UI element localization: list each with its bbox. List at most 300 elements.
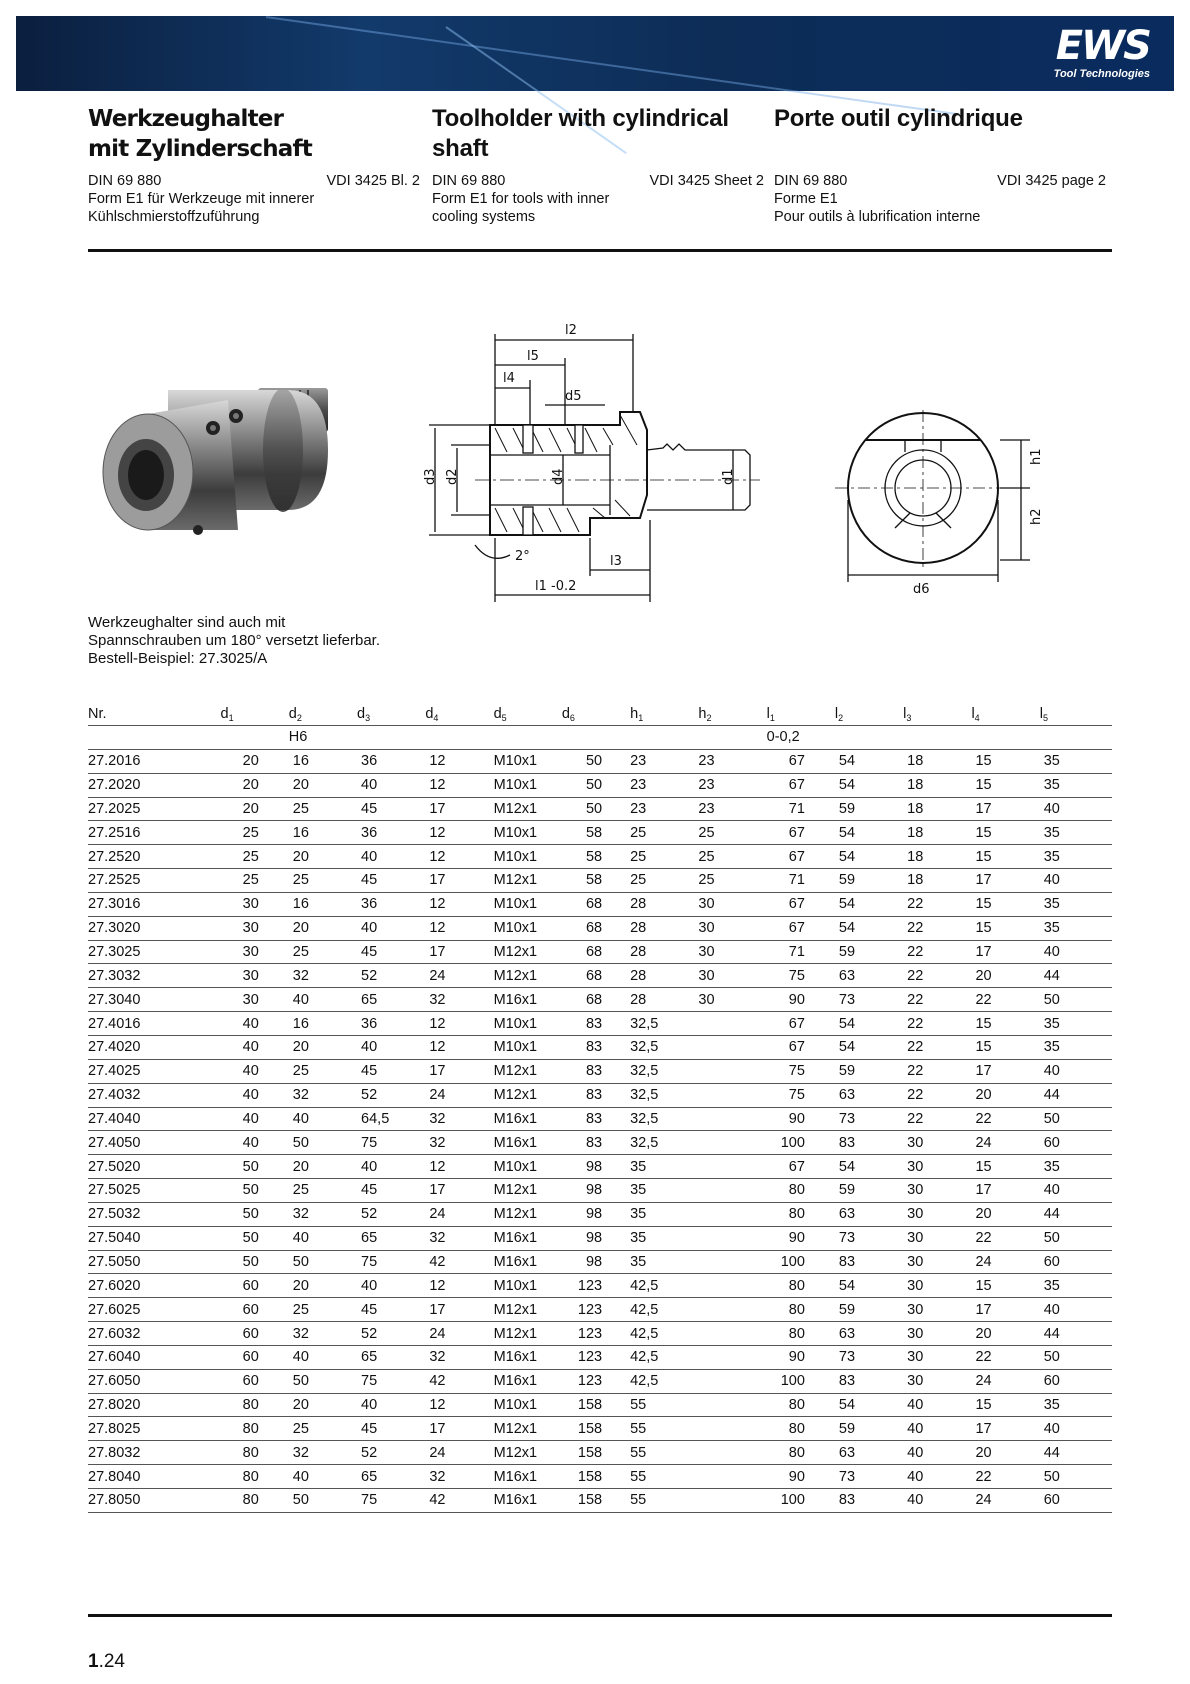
table-cell: 90	[767, 1465, 835, 1489]
table-cell: 18	[903, 749, 971, 773]
table-cell: 27.5025	[88, 1179, 221, 1203]
table-cell	[698, 1202, 766, 1226]
table-cell: 98	[562, 1202, 630, 1226]
table-subheader-row	[88, 726, 1112, 750]
dim-label: d2	[445, 468, 460, 485]
header-label: l	[766, 705, 770, 722]
table-cell: 67	[767, 749, 835, 773]
table-cell: 23	[698, 797, 766, 821]
table-cell: 17	[425, 797, 493, 821]
din-label: DIN 69 880	[774, 173, 848, 189]
table-cell: M10x1	[494, 845, 562, 869]
title-line-1: Porte outil cylindrique	[774, 105, 1023, 132]
table-cell: 55	[630, 1417, 698, 1441]
table-row	[88, 1369, 1112, 1393]
header-label: Nr.	[88, 705, 107, 722]
table-cell: 54	[835, 749, 903, 773]
form-line: Forme E1	[774, 191, 838, 207]
table-cell: 63	[835, 1083, 903, 1107]
table-cell: 27.8050	[88, 1489, 221, 1513]
table-cell: 22	[903, 892, 971, 916]
subheader-cell	[562, 726, 630, 750]
table-cell: 27.4050	[88, 1131, 221, 1155]
table-cell: 32	[289, 964, 357, 988]
table-cell: 30	[903, 1322, 971, 1346]
column-header	[88, 703, 221, 726]
title-column-fr	[774, 104, 1106, 225]
section-drawing	[415, 320, 800, 610]
table-cell: 80	[221, 1417, 289, 1441]
table-cell: 16	[289, 1012, 357, 1036]
table-cell: 75	[357, 1369, 425, 1393]
banner-streak	[266, 16, 959, 115]
table-cell: 22	[903, 964, 971, 988]
title-line-1: Werkzeughalter	[88, 106, 284, 132]
table-cell: 40	[1040, 1298, 1112, 1322]
table-cell: 50	[221, 1226, 289, 1250]
table-row	[88, 940, 1112, 964]
table-cell: M12x1	[494, 940, 562, 964]
table-cell: 40	[357, 1393, 425, 1417]
table-cell: 22	[903, 1107, 971, 1131]
table-cell: 22	[903, 1035, 971, 1059]
table-cell: 40	[1040, 869, 1112, 893]
table-cell: 73	[835, 1107, 903, 1131]
header-rule	[88, 249, 1112, 252]
table-cell: 59	[835, 1417, 903, 1441]
table-cell: 23	[630, 797, 698, 821]
table-cell: 80	[221, 1465, 289, 1489]
table-cell: M10x1	[494, 1035, 562, 1059]
table-cell: M12x1	[494, 964, 562, 988]
table-cell: 50	[289, 1250, 357, 1274]
column-header	[221, 703, 289, 726]
table-cell: M16x1	[494, 1465, 562, 1489]
table-cell: 22	[971, 988, 1039, 1012]
table-cell: 50	[562, 773, 630, 797]
table-cell: 40	[221, 1059, 289, 1083]
table-cell: 12	[425, 892, 493, 916]
table-cell: 25	[289, 1298, 357, 1322]
table-cell: 83	[562, 1035, 630, 1059]
subheader-cell	[221, 726, 289, 750]
table-cell: 35	[1040, 1393, 1112, 1417]
table-cell: 17	[425, 1417, 493, 1441]
table-cell: 80	[767, 1179, 835, 1203]
table-cell: 20	[221, 773, 289, 797]
header-subscript: 1	[228, 712, 234, 723]
table-cell: 68	[562, 940, 630, 964]
subheader-cell	[971, 726, 1039, 750]
table-row	[88, 1393, 1112, 1417]
table-cell: 18	[903, 773, 971, 797]
table-cell: 71	[767, 797, 835, 821]
table-cell: 22	[903, 1059, 971, 1083]
table-row	[88, 1083, 1112, 1107]
table-cell: 20	[289, 916, 357, 940]
table-cell: 15	[971, 1274, 1039, 1298]
header-label: h	[630, 705, 639, 722]
table-cell: 60	[1040, 1369, 1112, 1393]
table-cell: 90	[767, 1226, 835, 1250]
table-cell: 23	[630, 773, 698, 797]
table-cell: 60	[221, 1298, 289, 1322]
table-cell: 60	[221, 1322, 289, 1346]
note-line: Bestell-Beispiel: 27.3025/A	[88, 650, 268, 667]
table-cell: 71	[767, 869, 835, 893]
column-header	[289, 703, 357, 726]
table-cell: 27.6025	[88, 1298, 221, 1322]
table-cell: 22	[971, 1226, 1039, 1250]
table-cell: 27.5040	[88, 1226, 221, 1250]
table-cell: 30	[903, 1250, 971, 1274]
table-cell: 59	[835, 1298, 903, 1322]
table-cell: 50	[1040, 988, 1112, 1012]
column-header	[425, 703, 493, 726]
table-cell: 40	[903, 1465, 971, 1489]
dim-label: l4	[503, 371, 515, 386]
table-cell: 83	[835, 1369, 903, 1393]
table-cell: M16x1	[494, 1226, 562, 1250]
title-fr	[774, 104, 1106, 134]
table-cell: 22	[971, 1465, 1039, 1489]
table-cell: 35	[1040, 1274, 1112, 1298]
table-cell: 123	[562, 1369, 630, 1393]
table-cell: 42,5	[630, 1298, 698, 1322]
table-cell: 50	[289, 1489, 357, 1513]
column-header	[698, 703, 766, 726]
table-cell: 80	[221, 1489, 289, 1513]
table-cell: 25	[698, 845, 766, 869]
table-cell: 12	[425, 1035, 493, 1059]
table-cell: 20	[289, 1155, 357, 1179]
table-cell: 83	[562, 1083, 630, 1107]
table-cell: 80	[767, 1298, 835, 1322]
header-label: d	[288, 705, 297, 722]
table-cell: 67	[767, 1035, 835, 1059]
table-cell: 123	[562, 1322, 630, 1346]
dim-label: l2	[565, 323, 577, 338]
table-cell: 20	[289, 1274, 357, 1298]
table-cell: 80	[767, 1393, 835, 1417]
table-cell: 83	[562, 1059, 630, 1083]
column-header	[767, 703, 835, 726]
table-cell: M16x1	[494, 1369, 562, 1393]
table-cell: 27.3032	[88, 964, 221, 988]
table-cell: 32	[289, 1202, 357, 1226]
table-cell: 20	[971, 964, 1039, 988]
table-cell: 54	[835, 892, 903, 916]
table-cell: 54	[835, 821, 903, 845]
table-cell: 54	[835, 1274, 903, 1298]
table-cell: 100	[767, 1489, 835, 1513]
table-cell: 50	[562, 749, 630, 773]
table-cell: 158	[562, 1489, 630, 1513]
table-cell	[698, 1322, 766, 1346]
table-cell: 59	[835, 940, 903, 964]
table-cell: M12x1	[494, 1441, 562, 1465]
vdi-label: VDI 3425 Bl. 2	[326, 173, 420, 189]
table-cell: 42	[425, 1250, 493, 1274]
table-cell: 30	[221, 940, 289, 964]
din-label: DIN 69 880	[432, 173, 506, 189]
note-line: Spannschrauben um 180° versetzt lieferbar.	[88, 632, 381, 649]
table-cell: 17	[425, 940, 493, 964]
table-cell	[698, 1226, 766, 1250]
table-cell: 54	[835, 1393, 903, 1417]
vdi-label: VDI 3425 Sheet 2	[649, 173, 764, 189]
table-cell: 25	[289, 940, 357, 964]
table-cell	[698, 1250, 766, 1274]
table-row	[88, 869, 1112, 893]
table-cell: 27.5032	[88, 1202, 221, 1226]
table-cell: 30	[698, 964, 766, 988]
title-en	[432, 104, 764, 164]
table-cell: 80	[767, 1322, 835, 1346]
table-cell: 20	[289, 845, 357, 869]
table-cell: M12x1	[494, 1059, 562, 1083]
table-cell: 45	[357, 1179, 425, 1203]
table-cell: 98	[562, 1250, 630, 1274]
header-subscript: 3	[906, 712, 912, 723]
table-cell: 59	[835, 1179, 903, 1203]
table-cell: 45	[357, 1298, 425, 1322]
page-number	[88, 1651, 125, 1673]
table-cell: 67	[767, 1012, 835, 1036]
table-cell: 15	[971, 916, 1039, 940]
header-subscript: 4	[433, 712, 439, 723]
table-cell: 20	[971, 1083, 1039, 1107]
table-cell: 55	[630, 1489, 698, 1513]
table-cell: 68	[562, 892, 630, 916]
table-cell: 30	[221, 964, 289, 988]
table-cell: 40	[903, 1489, 971, 1513]
table-cell: M10x1	[494, 749, 562, 773]
table-cell: 27.2016	[88, 749, 221, 773]
table-cell: 40	[1040, 1179, 1112, 1203]
table-cell: 28	[630, 988, 698, 1012]
table-cell: 22	[903, 1012, 971, 1036]
table-cell: 50	[1040, 1345, 1112, 1369]
table-cell	[698, 1083, 766, 1107]
table-cell: 40	[289, 1345, 357, 1369]
table-cell: 17	[971, 1298, 1039, 1322]
table-row	[88, 1441, 1112, 1465]
table-cell: 20	[221, 749, 289, 773]
table-cell: 75	[357, 1250, 425, 1274]
table-cell: 30	[698, 916, 766, 940]
table-cell: M12x1	[494, 1083, 562, 1107]
table-cell: 25	[221, 869, 289, 893]
table-cell: 24	[425, 1441, 493, 1465]
column-header	[630, 703, 698, 726]
table-cell: 75	[357, 1131, 425, 1155]
table-cell: M12x1	[494, 1179, 562, 1203]
table-cell: 54	[835, 1155, 903, 1179]
form-line: Form E1 für Werkzeuge mit innerer	[88, 191, 315, 207]
table-cell: 98	[562, 1179, 630, 1203]
norm-info-fr	[774, 172, 1106, 226]
table-cell: 27.6040	[88, 1345, 221, 1369]
table-cell: 80	[767, 1202, 835, 1226]
table-cell: 90	[767, 1345, 835, 1369]
table-cell: 73	[835, 1226, 903, 1250]
table-cell: 25	[289, 1059, 357, 1083]
table-cell: 27.8020	[88, 1393, 221, 1417]
table-cell	[698, 1131, 766, 1155]
table-cell: 40	[221, 1012, 289, 1036]
table-cell: 63	[835, 1322, 903, 1346]
table-cell	[698, 1465, 766, 1489]
table-cell: 45	[357, 1417, 425, 1441]
table-row	[88, 1274, 1112, 1298]
subheader-cell	[630, 726, 698, 750]
title-line-2: mit Zylinderschaft	[88, 136, 312, 162]
table-cell: 83	[835, 1131, 903, 1155]
table-row	[88, 773, 1112, 797]
footer-rule	[88, 1614, 1112, 1617]
table-cell: 20	[289, 773, 357, 797]
table-cell: 25	[630, 821, 698, 845]
table-row	[88, 1465, 1112, 1489]
table-cell: 32	[425, 1226, 493, 1250]
table-cell: 18	[903, 821, 971, 845]
table-cell: 24	[971, 1250, 1039, 1274]
table-cell: 25	[698, 869, 766, 893]
form-line-2: Kühlschmierstoffzuführung	[88, 209, 260, 225]
toolholder-photo	[88, 380, 338, 550]
table-cell: 63	[835, 1202, 903, 1226]
table-cell: 42	[425, 1489, 493, 1513]
table-cell: 22	[903, 988, 971, 1012]
table-cell: 80	[767, 1274, 835, 1298]
table-cell: 44	[1040, 1322, 1112, 1346]
table-row	[88, 1035, 1112, 1059]
table-cell: 32,5	[630, 1083, 698, 1107]
table-cell: 35	[1040, 916, 1112, 940]
table-cell: 44	[1040, 1083, 1112, 1107]
table-cell: 80	[221, 1393, 289, 1417]
norm-info-de	[88, 172, 420, 226]
table-cell: 32	[425, 1465, 493, 1489]
dimension-table	[88, 703, 1112, 1513]
table-cell: 32	[289, 1441, 357, 1465]
table-cell: 40	[1040, 940, 1112, 964]
dim-label: d6	[913, 582, 930, 597]
table-cell: 59	[835, 797, 903, 821]
table-cell: 16	[289, 892, 357, 916]
column-header	[971, 703, 1039, 726]
header-label: d	[220, 705, 229, 722]
table-cell: 17	[425, 869, 493, 893]
table-cell: 60	[221, 1369, 289, 1393]
table-cell: 60	[221, 1345, 289, 1369]
table-cell: 25	[630, 869, 698, 893]
table-cell: 24	[425, 1322, 493, 1346]
table-cell: 42	[425, 1369, 493, 1393]
table-cell: 17	[971, 1059, 1039, 1083]
table-cell: 40	[221, 1131, 289, 1155]
table-cell: 52	[357, 964, 425, 988]
table-cell: 75	[767, 964, 835, 988]
table-cell: 67	[767, 892, 835, 916]
table-cell: 32	[289, 1322, 357, 1346]
table-cell: 54	[835, 1012, 903, 1036]
table-cell: 30	[903, 1131, 971, 1155]
table-cell: 12	[425, 845, 493, 869]
table-cell: 58	[562, 821, 630, 845]
table-cell: 23	[630, 749, 698, 773]
table-cell: 17	[971, 940, 1039, 964]
table-cell: 20	[221, 797, 289, 821]
header-subscript: 5	[501, 712, 507, 723]
header-label: d	[561, 705, 570, 722]
header-subscript: 2	[838, 712, 844, 723]
table-cell: 83	[835, 1489, 903, 1513]
table-cell: M16x1	[494, 1107, 562, 1131]
table-cell: 27.6020	[88, 1274, 221, 1298]
column-header	[903, 703, 971, 726]
din-label: DIN 69 880	[88, 173, 162, 189]
column-header	[562, 703, 630, 726]
table-cell: 75	[767, 1083, 835, 1107]
table-cell: 50	[1040, 1226, 1112, 1250]
table-cell: 12	[425, 821, 493, 845]
table-cell: 59	[835, 1059, 903, 1083]
table-cell: 42,5	[630, 1345, 698, 1369]
table-row	[88, 1131, 1112, 1155]
table-cell: 35	[1040, 1035, 1112, 1059]
table-cell	[698, 1393, 766, 1417]
table-cell: 25	[289, 797, 357, 821]
column-header	[1040, 703, 1112, 726]
table-cell: M10x1	[494, 892, 562, 916]
table-cell: 68	[562, 964, 630, 988]
table-cell: 30	[903, 1202, 971, 1226]
table-cell: 158	[562, 1465, 630, 1489]
table-cell: 40	[221, 1083, 289, 1107]
table-cell: 27.2520	[88, 845, 221, 869]
table-header-row	[88, 703, 1112, 726]
table-cell: 30	[698, 892, 766, 916]
table-cell: 27.3016	[88, 892, 221, 916]
table-cell: 75	[357, 1489, 425, 1513]
table-cell: 55	[630, 1393, 698, 1417]
table-cell: 35	[1040, 773, 1112, 797]
table-cell: 40	[357, 845, 425, 869]
table-cell: 100	[767, 1369, 835, 1393]
table-cell: 15	[971, 1393, 1039, 1417]
table-cell	[698, 1059, 766, 1083]
table-cell	[698, 1107, 766, 1131]
table-cell: M12x1	[494, 1202, 562, 1226]
table-cell: 15	[971, 1155, 1039, 1179]
table-cell	[698, 1035, 766, 1059]
table-cell: 27.5050	[88, 1250, 221, 1274]
header-label: l	[834, 705, 839, 722]
table-cell: 17	[425, 1298, 493, 1322]
table-cell	[698, 1489, 766, 1513]
table-cell: 50	[562, 797, 630, 821]
table-cell: 50	[221, 1202, 289, 1226]
table-cell: 35	[630, 1250, 698, 1274]
table-cell: 65	[357, 988, 425, 1012]
table-cell: 80	[767, 1441, 835, 1465]
table-cell: 67	[767, 845, 835, 869]
table-cell	[698, 1274, 766, 1298]
table-cell: 52	[357, 1202, 425, 1226]
table-cell: 35	[1040, 821, 1112, 845]
